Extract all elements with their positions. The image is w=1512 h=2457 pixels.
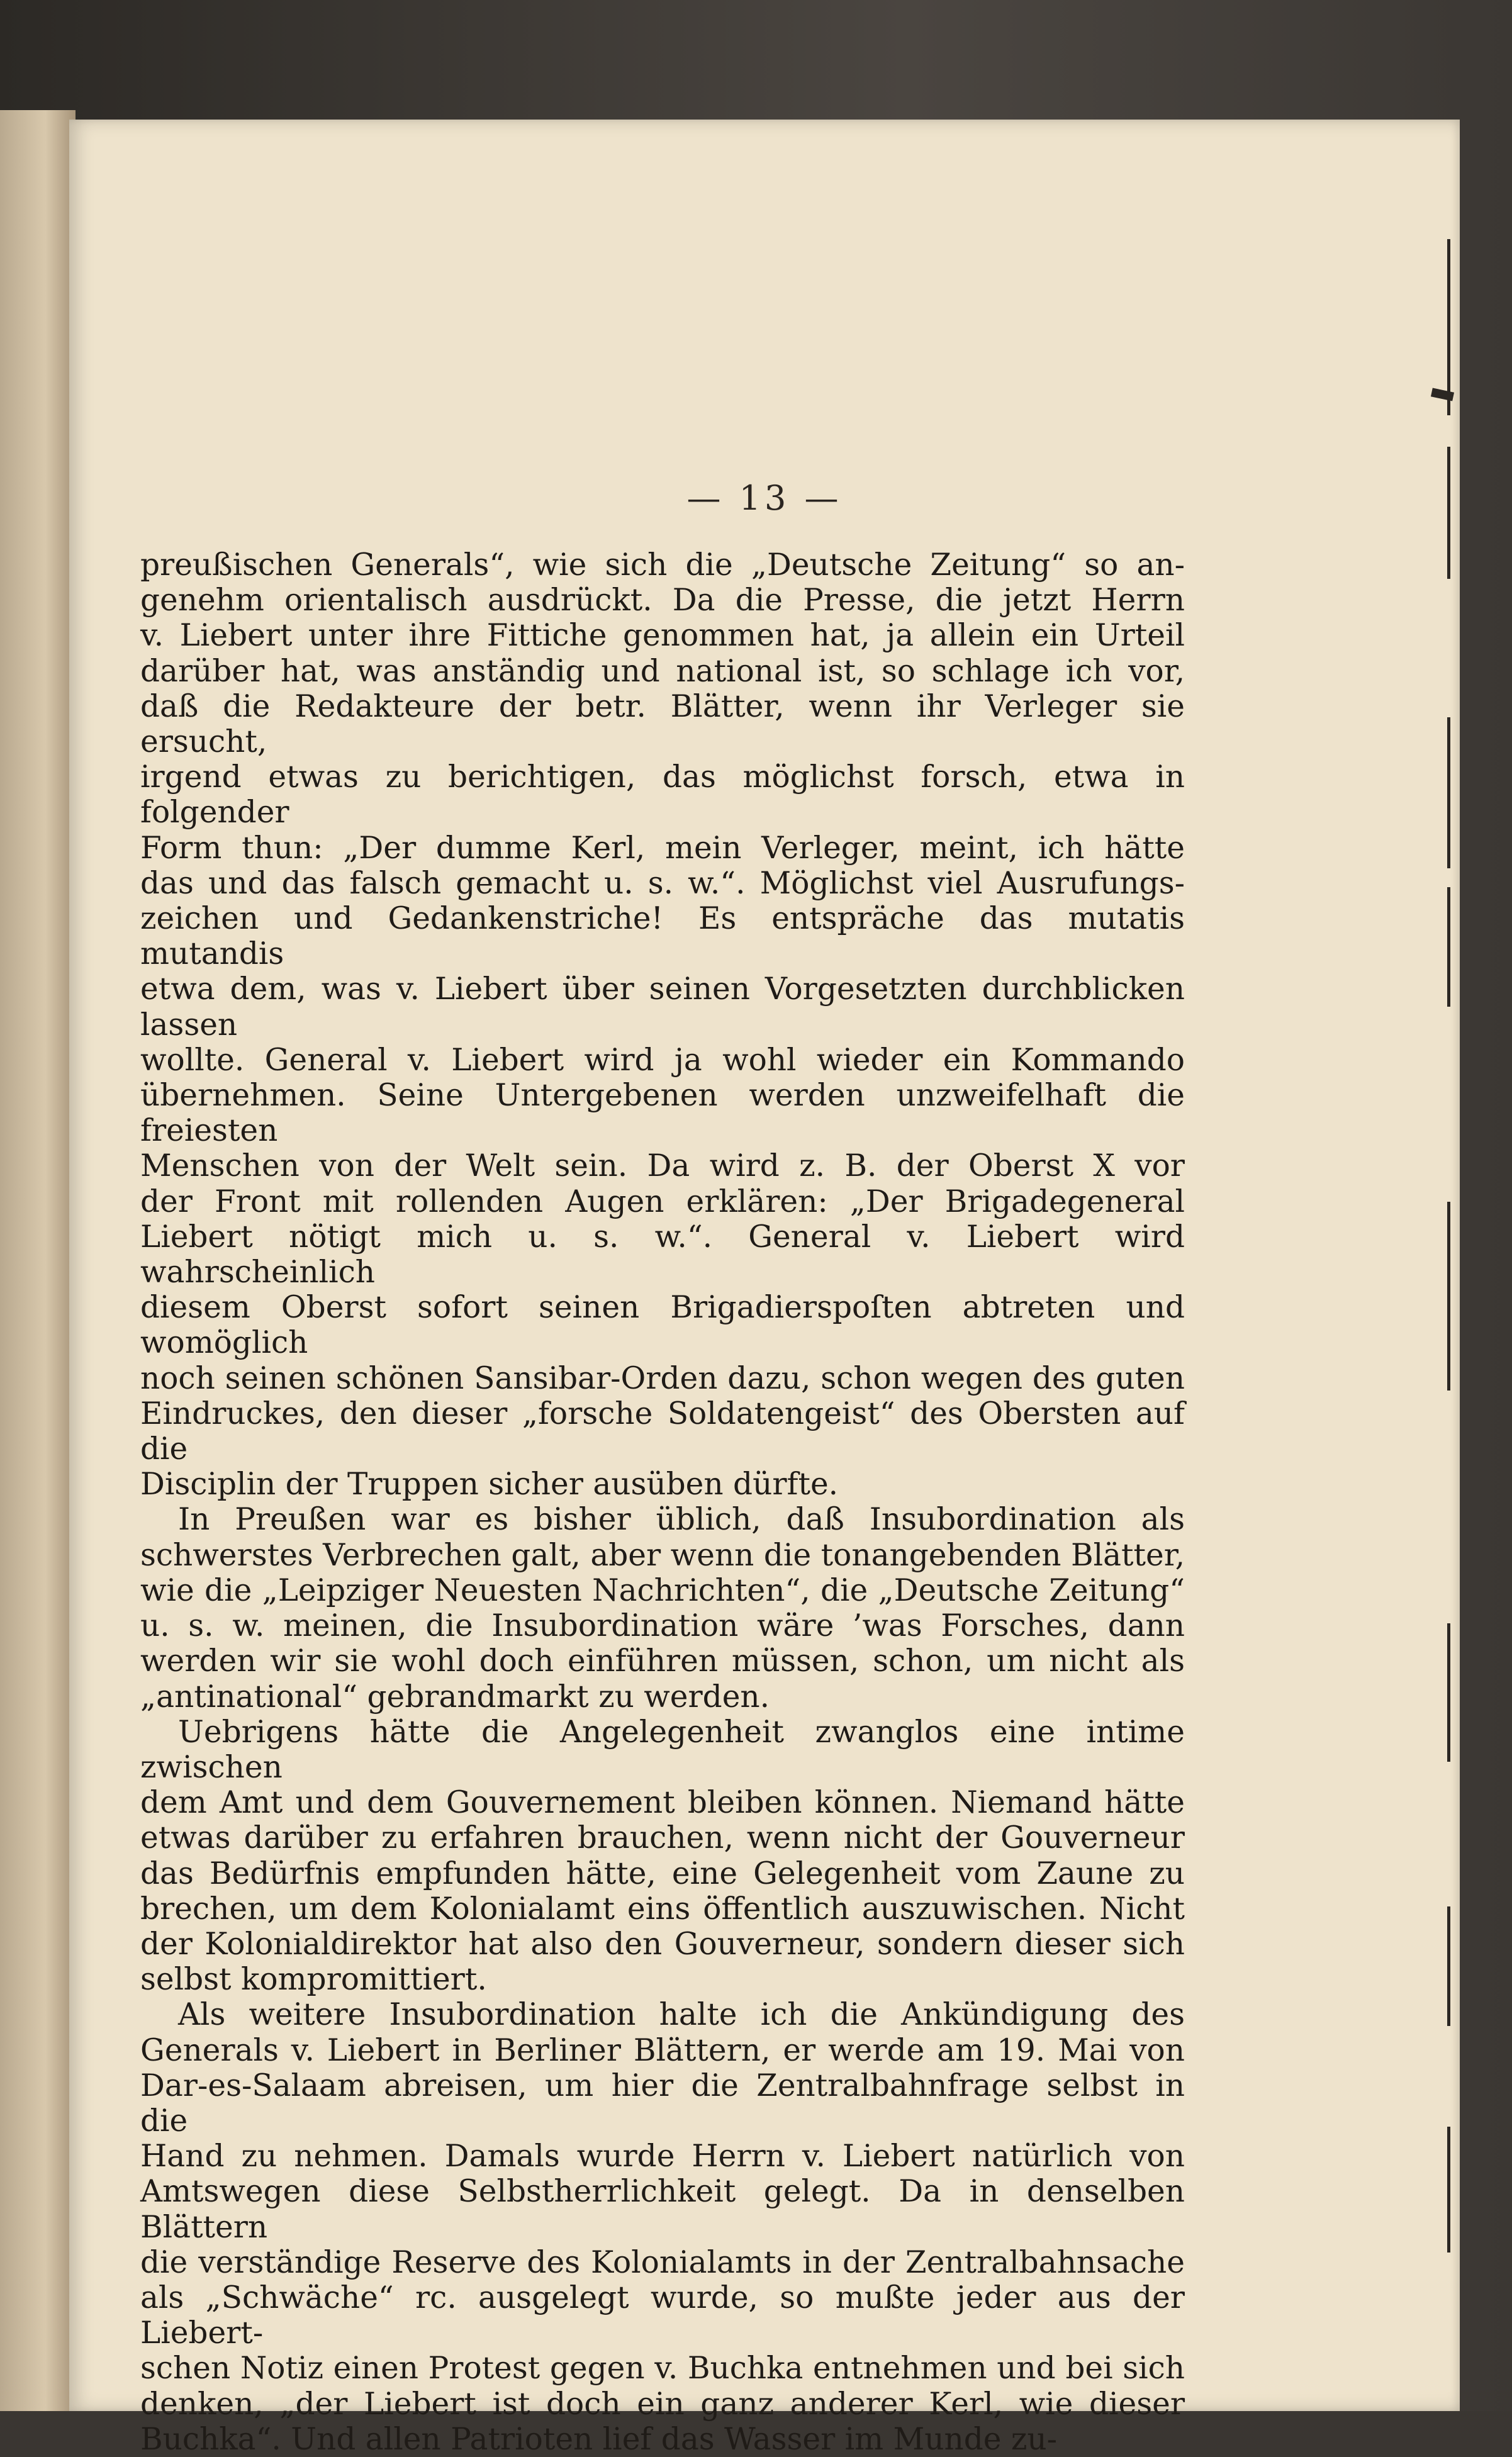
text-line: „antinational“ gebrandmarkt zu werden. [140,1679,770,1715]
text-line: denken, „der Liebert ist doch ein ganz anderer Kerl, wie dieser [140,2386,1185,2422]
text-line: das und das falsch gemacht u. s. w.“. Möglichst viel Ausrufungs- [140,865,1185,901]
text-line: Menschen von der Welt sein. Da wird z. B. der Oberst X vor [140,1148,1185,1184]
margin-mark [1447,1906,1450,2026]
text-line: das Bedürfnis empfunden hätte, eine Gelegenheit vom Zaune zu [140,1855,1185,1891]
text-line: etwa dem, was v. Liebert über seinen Vorgesetzten durchblicken lassen [140,971,1185,1043]
text-line: Liebert nötigt mich u. s. w.“. General v. Liebert wird wahrscheinlich [140,1219,1185,1290]
margin-mark [1447,239,1450,415]
text-line: schen Notiz einen Protest gegen v. Buchka entnehmen und bei sich [140,2351,1185,2387]
text-line: darüber hat, was anständig und national ist, so schlage ich vor, [140,653,1185,689]
text-line: genehm orientalisch ausdrückt. Da die Presse, die jetzt Herrn [140,583,1185,618]
body-text [140,547,1185,2457]
text-line: die verständige Reserve des Kolonialamts in der Zentralbahnsache [140,2244,1185,2280]
text-line: preußischen Generals“, wie sich die „Deutsche Zeitung“ so an- [140,547,1185,583]
text-line: Eindruckes, den dieser „forsche Soldatengeist“ des Obersten auf die [140,1396,1185,1467]
margin-ruler-marks [1428,239,1466,2378]
margin-mark [1447,887,1450,1007]
book-page [69,120,1460,2457]
text-line: der Kolonialdirektor hat also den Gouverneur, sondern dieser sich [140,1926,1185,1962]
text-line: schwerstes Verbrechen galt, aber wenn die tonangebenden Blätter, [140,1537,1185,1573]
text-line: Form thun: „Der dumme Kerl, mein Verleger, meint, ich hätte [140,830,1185,866]
margin-mark [1447,1623,1450,1762]
text-line: wie die „Leipziger Neuesten Nachrichten“, die „Deutsche Zeitung“ [140,1572,1185,1608]
text-line: Dar-es-Salaam abreisen, um hier die Zentralbahnfrage selbst in die [140,2068,1185,2139]
margin-mark [1447,1202,1450,1391]
text-line: als „Schwäche“ rc. ausgelegt wurde, so mußte jeder aus der Liebert- [140,2280,1185,2351]
text-line: Hand zu nehmen. Damals wurde Herrn v. Liebert natürlich von [140,2139,1185,2174]
text-line: u. s. w. meinen, die Insubordination wäre ’was Forsches, dann [140,1608,1185,1644]
text-line: Uebrigens hätte die Angelegenheit zwanglos eine intime zwischen [140,1714,1185,1785]
text-line: übernehmen. Seine Untergebenen werden unzweifelhaft die freiesten [140,1078,1185,1149]
margin-mark [1447,717,1450,868]
text-line: Amtswegen diese Selbstherrlichkeit gelegt. Da in denselben Blättern [140,2174,1185,2245]
text-line: Generals v. Liebert in Berliner Blättern, er werde am 19. Mai von [140,2032,1185,2068]
text-line: brechen, um dem Kolonialamt eins öffentlich auszuwischen. Nicht [140,1891,1185,1927]
left-page-edge [0,110,76,2411]
text-line: Als weitere Insubordination halte ich die Ankündigung des [178,1997,1185,2033]
text-line: diesem Oberst sofort seinen Brigadierspoſten abtreten und womöglich [140,1290,1185,1361]
text-line: der Front mit rollenden Augen erklären: „Der Brigadegeneral [140,1184,1185,1219]
margin-mark [1447,2127,1450,2253]
text-line: In Preußen war es bisher üblich, daß Insubordination als [178,1502,1185,1538]
text-line: zeichen und Gedankenstriche! Es entspräche das mutatis mutandis [140,901,1185,972]
text-line: werden wir sie wohl doch einführen müssen, schon, um nicht als [140,1643,1185,1679]
page-number: — 13 — [686,478,843,518]
text-line: noch seinen schönen Sansibar-Orden dazu, schon wegen des guten [140,1360,1185,1396]
text-line: etwas darüber zu erfahren brauchen, wenn nicht der Gouverneur [140,1820,1185,1856]
text-line: Buchka“. Und allen Patrioten lief das Wasser im Munde zu- [140,2421,1058,2457]
text-line: Disciplin der Truppen sicher ausüben dürfte. [140,1467,839,1503]
text-line: daß die Redakteure der betr. Blätter, wenn ihr Verleger sie ersucht, [140,688,1185,760]
text-line: irgend etwas zu berichtigen, das möglichst forsch, etwa in folgender [140,759,1185,831]
text-line: dem Amt und dem Gouvernement bleiben können. Niemand hätte [140,1785,1185,1821]
text-line: v. Liebert unter ihre Fittiche genommen hat, ja allein ein Urteil [140,618,1185,654]
text-line: selbst kompromittiert. [140,1962,487,1998]
text-line: wollte. General v. Liebert wird ja wohl wieder ein Kommando [140,1042,1185,1078]
margin-mark [1447,447,1450,579]
